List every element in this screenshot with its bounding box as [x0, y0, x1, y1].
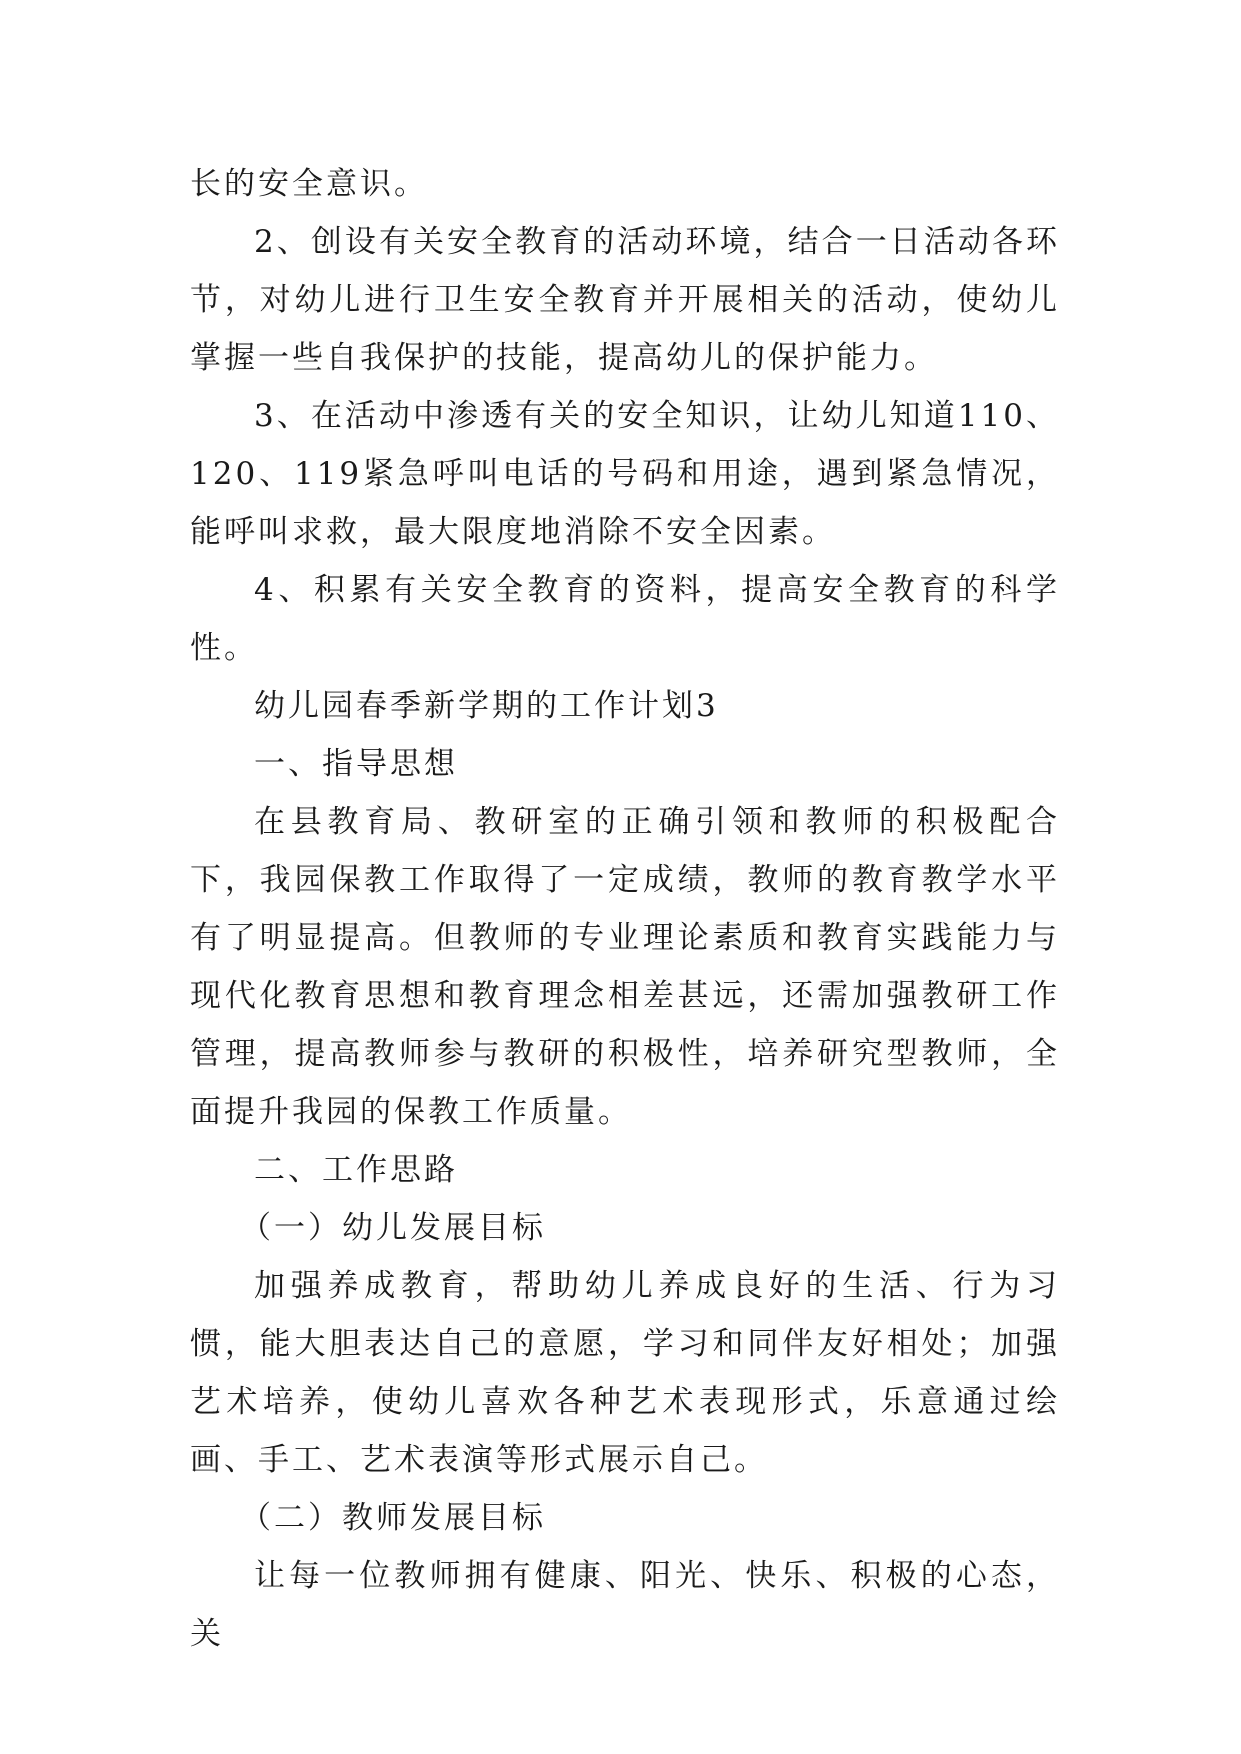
- heading-work-approach: 二、工作思路: [254, 1152, 458, 1188]
- paragraph-item-2: 2、创设有关安全教育的活动环境，结合一日活动各环节，对幼儿进行卫生安全教育并开展相关的活动，使幼儿掌握一些自我保护的技能，提高幼儿的保护能力。: [190, 224, 1060, 376]
- paragraph-continuation: 长的安全意识。: [190, 166, 428, 202]
- paragraph-guiding-ideology: 在县教育局、教研室的正确引领和教师的积极配合下，我园保教工作取得了一定成绩，教师的教育教学水平有了明显提高。但教师的专业理论素质和教育实践能力与现代化教育思想和教育理念相差甚远，还需加强教研工作管理，提高教师参与教研的积极性，培养研究型教师，全面提升我园的保教工作质量。: [190, 804, 1060, 1130]
- subheading-teacher-goals: （二）教师发展目标: [240, 1500, 546, 1536]
- heading-guiding-ideology: 一、指导思想: [254, 746, 458, 782]
- subheading-child-goals: （一）幼儿发展目标: [240, 1210, 546, 1246]
- paragraph-teacher-goals: 让每一位教师拥有健康、阳光、快乐、积极的心态，关: [190, 1558, 1060, 1652]
- paragraph-child-goals: 加强养成教育，帮助幼儿养成良好的生活、行为习惯，能大胆表达自己的意愿，学习和同伴友好相处；加强艺术培养，使幼儿喜欢各种艺术表现形式，乐意通过绘画、手工、艺术表演等形式展示自己。: [190, 1268, 1060, 1478]
- paragraph-item-4: 4、积累有关安全教育的资料，提高安全教育的科学性。: [190, 572, 1060, 666]
- paragraph-item-3: 3、在活动中渗透有关的安全知识，让幼儿知道110、120、119紧急呼叫电话的号码和用途，遇到紧急情况，能呼叫求救，最大限度地消除不安全因素。: [190, 398, 1060, 550]
- section-title-plan-3: 幼儿园春季新学期的工作计划3: [254, 688, 719, 724]
- document-body: [190, 155, 1060, 1663]
